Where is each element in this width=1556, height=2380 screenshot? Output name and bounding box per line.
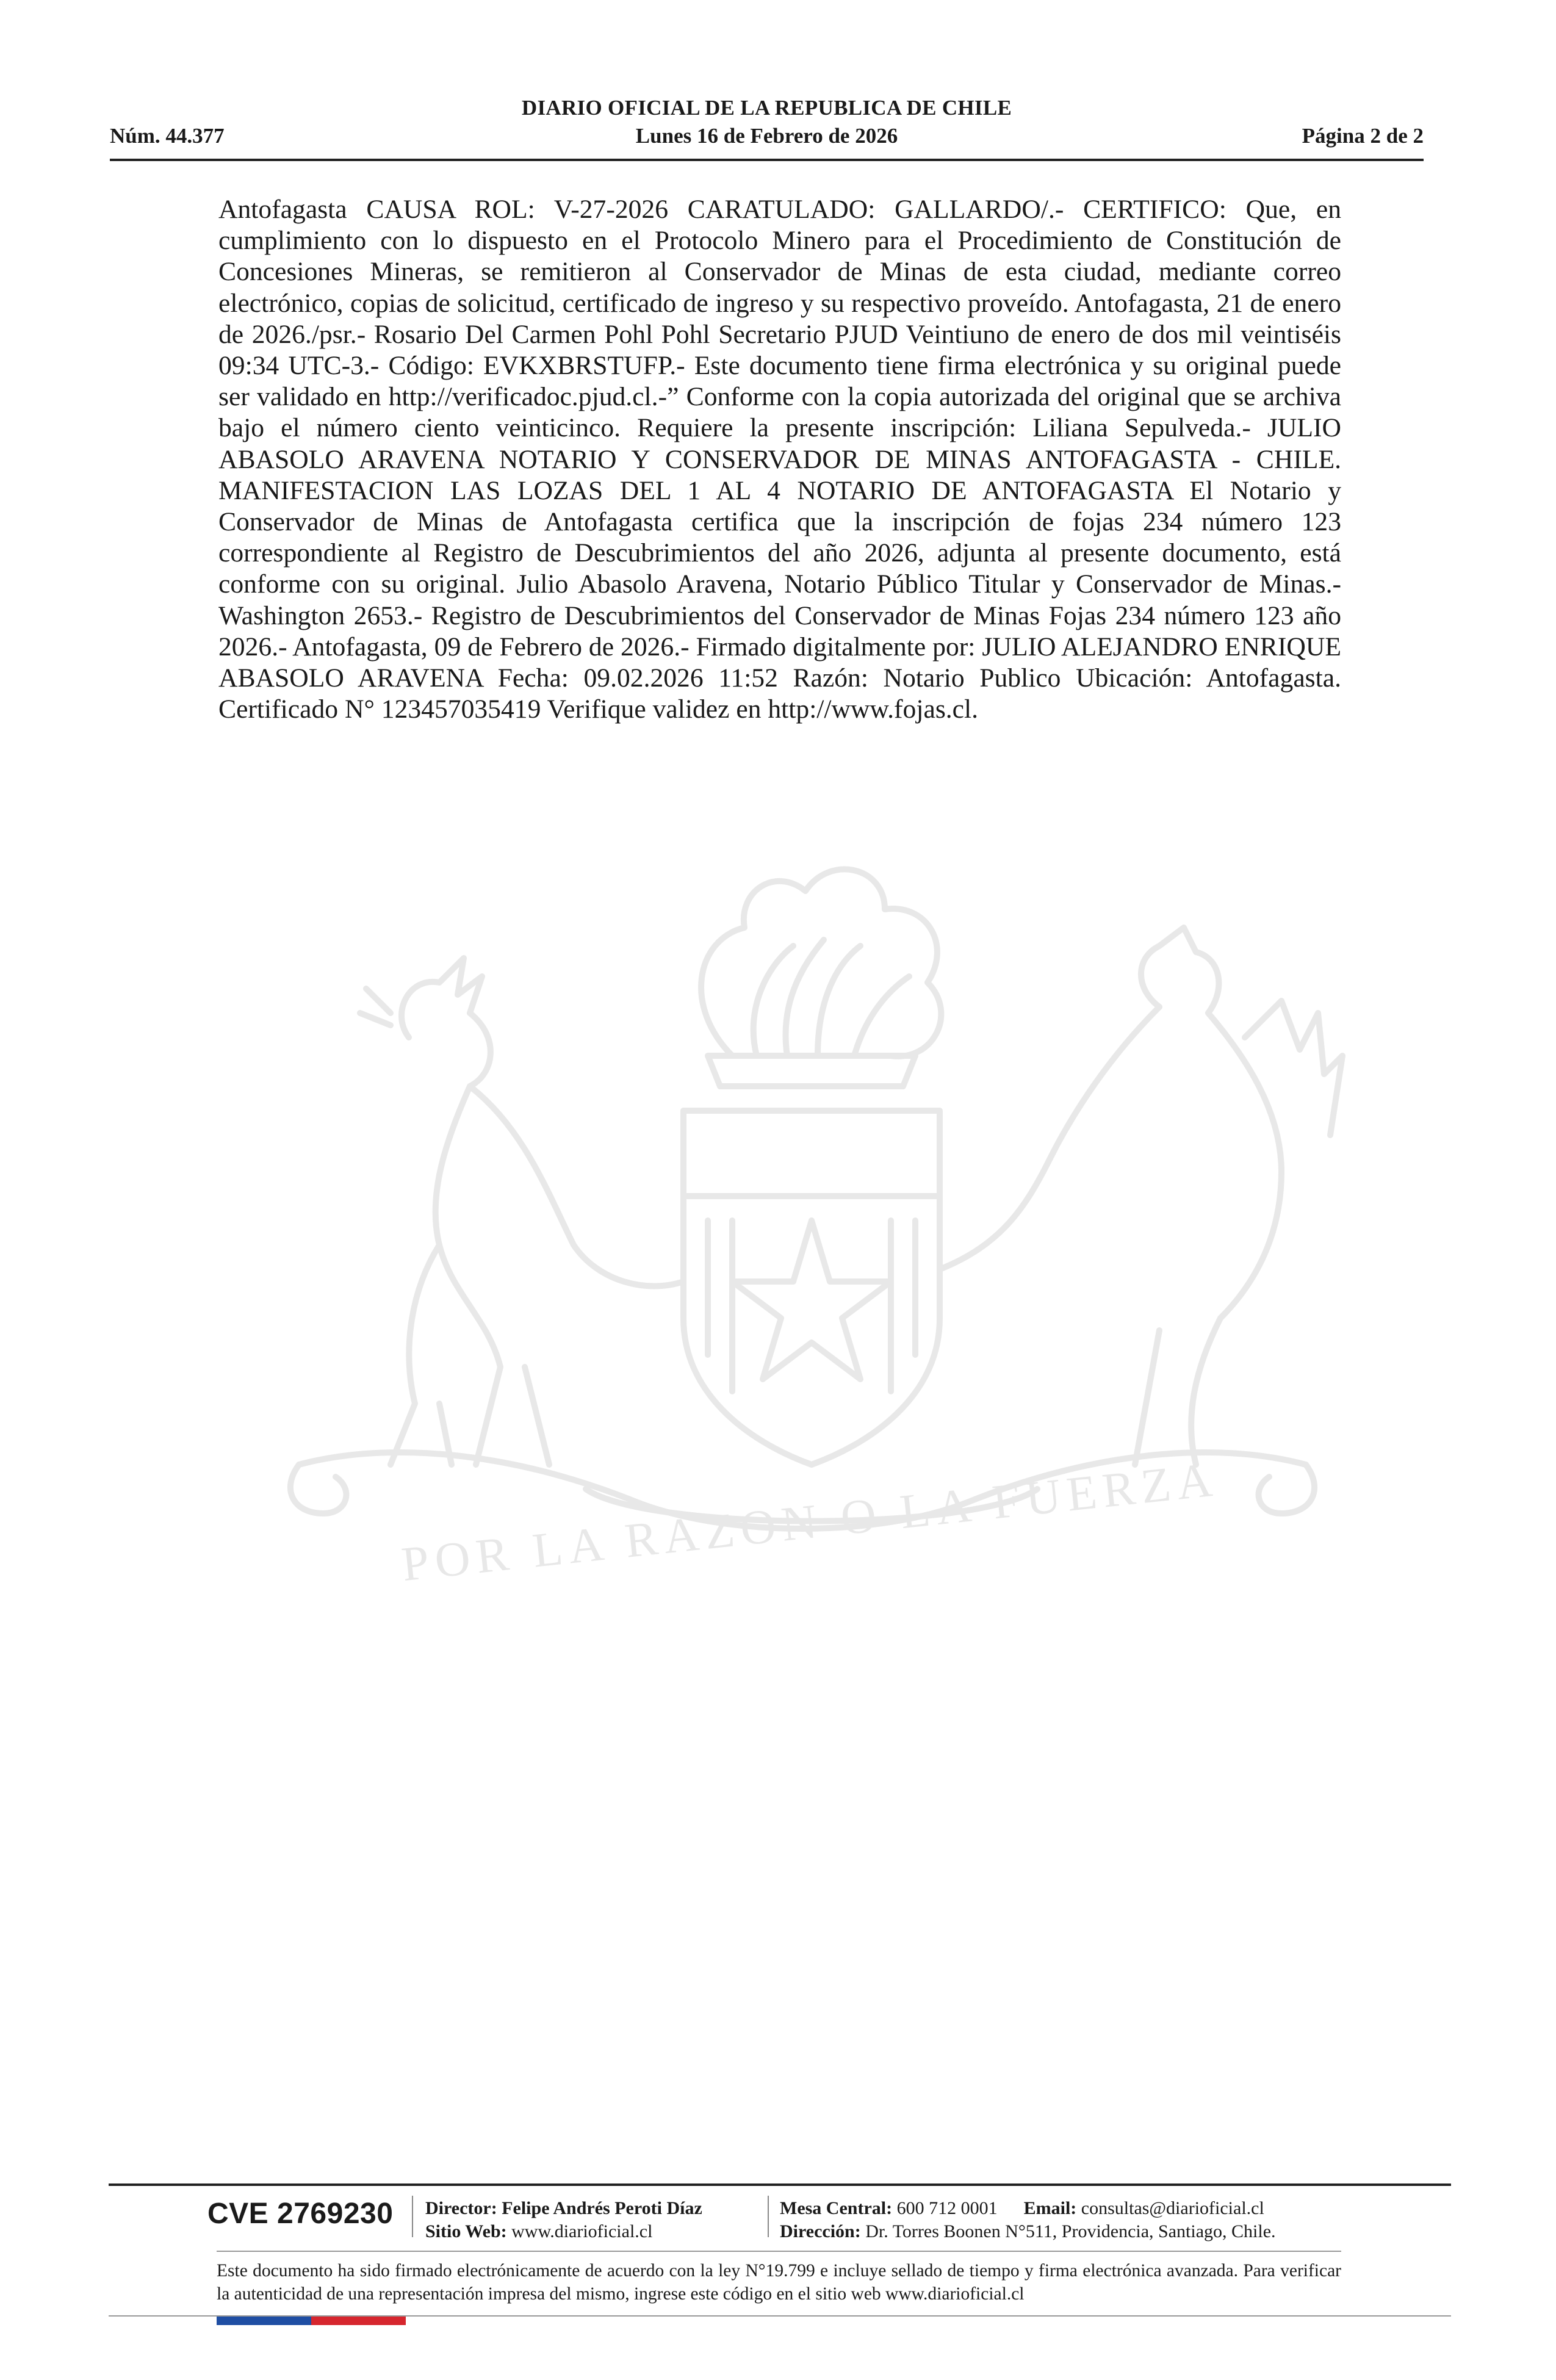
cve-code: CVE 2769230 (207, 2198, 394, 2230)
contact-line (780, 2197, 1276, 2220)
footer-separator (412, 2196, 413, 2237)
website-line (425, 2220, 702, 2243)
footer-mid-rule (217, 2251, 1341, 2252)
page-indicator: Página 2 de 2 (1302, 124, 1424, 148)
mesa-central-label: Mesa Central: (780, 2198, 893, 2218)
flag-red-segment (311, 2317, 406, 2325)
director-label: Director: (425, 2198, 497, 2218)
footer-contact-block (780, 2197, 1276, 2243)
flag-blue-segment (217, 2317, 311, 2325)
flag-color-bar (217, 2317, 406, 2325)
electronic-signature-note: Este documento ha sido firmado electrónicamente de acuerdo con la ley N°19.799 e incluye sellado de tiempo y firma electrónica avanzada. Para verificar la autenticidad de una representación impresa del mismo, ingrese este código en el sitio web www.diarioficial.cl (217, 2261, 1341, 2304)
email-link[interactable]: consultas@diarioficial.cl (1081, 2198, 1264, 2218)
director-name: Felipe Andrés Peroti Díaz (502, 2198, 702, 2218)
footer-director-block (425, 2197, 702, 2243)
issue-date: Lunes 16 de Febrero de 2026 (635, 124, 898, 148)
address-line (780, 2220, 1276, 2243)
page-header (110, 95, 1424, 161)
watermark-motto: POR LA RAZON O LA FUERZA (399, 1452, 1221, 1592)
certification-paragraph: Antofagasta CAUSA ROL: V-27-2026 CARATULADO: GALLARDO/.- CERTIFICO: Que, en cumplimiento con lo dispuesto en el Protocolo Minero para el Procedimiento de Constitución de Concesiones Mineras, se remitieron al Conservador de Minas de esta ciudad, mediante correo electrónico, copias de solicitud, certificado de ingreso y su respectivo proveído. Antofagasta, 21 de enero de 2026./psr.- Rosario Del Carmen Pohl Pohl Secretario PJUD Veintiuno de enero de dos mil veintiséis 09:34 UTC-3.- Código: EVKXBRSTUFP.- Este documento tiene firma electrónica y su original puede ser validado en http://verificadoc.pjud.cl.-” Conforme con la copia autorizada del original que se archiva bajo el número ciento veinticinco. Requiere la presente inscripción: Liliana Sepulveda.- JULIO ABASOLO ARAVENA NOTARIO Y CONSERVADOR DE MINAS ANTOFAGASTA - CHILE. MANIFESTACION LAS LOZAS DEL 1 AL 4 NOTARIO DE ANTOFAGASTA El Notario y Conservador de Minas de Antofagasta certifica que la inscripción de fojas 234 número 123 correspondiente al Registro de Descubrimientos del año 2026, adjunta al presente documento, está conforme con su original. Julio Abasolo Aravena, Notario Público Titular y Conservador de Minas.- Washington 2653.- Registro de Descubrimientos del Conservador de Minas Fojas 234 número 123 año 2026.- Antofagasta, 09 de Febrero de 2026.- Firmado digitalmente por: JULIO ALEJANDRO ENRIQUE ABASOLO ARAVENA Fecha: 09.02.2026 11:52 Razón: Notario Publico Ubicación: Antofagasta. Certificado N° 123457035419 Verifique validez en http://www.fojas.cl. (218, 195, 1341, 724)
footer-top-rule (109, 2183, 1451, 2186)
email-label: Email: (1023, 2198, 1077, 2218)
website-label: Sitio Web: (425, 2221, 507, 2241)
director-line (425, 2197, 702, 2220)
issue-number: Núm. 44.377 (110, 124, 225, 148)
coat-of-arms-watermark-icon (207, 854, 1355, 1666)
mesa-central-phone: 600 712 0001 (896, 2198, 998, 2218)
website-link[interactable]: www.diarioficial.cl (511, 2221, 653, 2241)
address-value: Dr. Torres Boonen N°511, Providencia, Santiago, Chile. (865, 2221, 1276, 2241)
publication-title: DIARIO OFICIAL DE LA REPUBLICA DE CHILE (521, 96, 1012, 120)
address-label: Dirección: (780, 2221, 861, 2241)
footer-separator (768, 2196, 769, 2237)
